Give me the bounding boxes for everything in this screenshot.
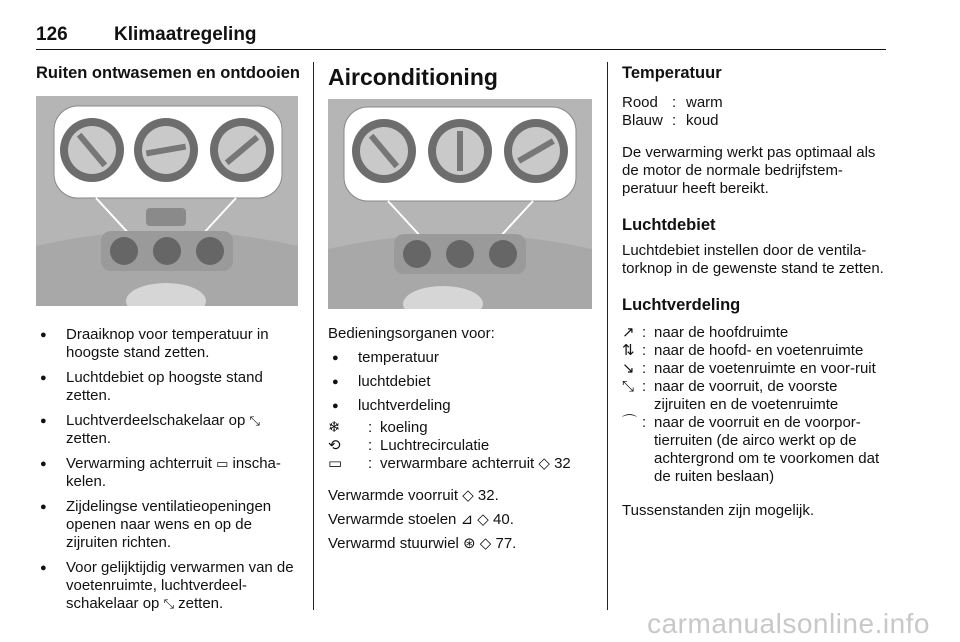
cross-reference: Verwarmde stoelen ⊿ ◇ 40. bbox=[328, 511, 514, 528]
symbol-definition: ❄ : koeling bbox=[328, 419, 428, 436]
section-heading-airco: Airconditioning bbox=[328, 64, 498, 90]
symbol-definition: ⇅ : naar de hoofd- en voetenruimte bbox=[622, 342, 864, 359]
airco-controls bbox=[328, 349, 592, 415]
airco-intro: Bedieningsorganen voor: bbox=[328, 325, 495, 342]
column-airco bbox=[328, 62, 592, 553]
section-heading-temperature: Temperatuur bbox=[622, 64, 722, 82]
airco-panel-illustration bbox=[328, 99, 592, 309]
page-header bbox=[36, 22, 886, 50]
airco-symbol-list bbox=[328, 419, 592, 473]
snowflake-icon: ❄ bbox=[328, 419, 341, 436]
page-number: 126 bbox=[36, 24, 68, 45]
feet-icon: ↘ bbox=[622, 360, 635, 377]
watermark: carmanualsonline.info bbox=[647, 608, 930, 639]
symbol-definition: ↘ : naar de voetenruimte en voor-ruit bbox=[622, 360, 876, 377]
airflow-text: Luchtdebiet instellen door de ventila-torknop in de gewenste stand te zetten. bbox=[622, 242, 884, 277]
list-item: ● Voor gelijktijdig verwarmen van de voetenruimte, luchtverdeel-schakelaar op ⤡ zetten. bbox=[36, 559, 298, 613]
list-item: ● Verwarming achterruit ▭ inscha-kelen. bbox=[36, 455, 298, 491]
head-feet-icon: ⇅ bbox=[622, 342, 635, 359]
windscreen-feet-icon: ⤡ bbox=[622, 378, 635, 395]
list-item: ● Luchtdebiet op hoogste stand zetten. bbox=[36, 369, 298, 405]
column-settings bbox=[622, 62, 890, 520]
list-item: ● Zijdelingse ventilatieopeningen openen naar wens en op de zijruiten richten. bbox=[36, 498, 298, 552]
column-divider bbox=[607, 62, 608, 610]
section-heading-distribution: Luchtverdeling bbox=[622, 296, 741, 314]
recirculation-icon: ⟲ bbox=[328, 437, 341, 454]
cross-reference: Verwarmde voorruit ◇ 32. bbox=[328, 487, 499, 504]
symbol-definition: ↗ : naar de hoofdruimte bbox=[622, 324, 789, 341]
column-defog bbox=[36, 62, 301, 620]
windscreen-icon: ⌒ bbox=[622, 414, 638, 431]
closing-note: Tussenstanden zijn mogelijk. bbox=[622, 502, 815, 519]
list-item: ● Luchtverdeelschakelaar op ⤡ zetten. bbox=[36, 412, 298, 448]
temperature-def: Rood : warm bbox=[622, 94, 723, 111]
defrost-feet-icon: ⤡ bbox=[249, 413, 260, 428]
cross-reference: Verwarmd stuurwiel ⊛ ◇ 77. bbox=[328, 535, 517, 552]
list-item: ● temperatuur bbox=[328, 349, 592, 367]
rear-window-heat-icon: ▭ bbox=[216, 456, 229, 471]
list-item: ● Draaiknop voor temperatuur in hoogste stand zetten. bbox=[36, 326, 298, 362]
temperature-def: Blauw : koud bbox=[622, 112, 719, 129]
defrost-feet-icon: ⤡ bbox=[163, 596, 174, 611]
symbol-definition: ⟲ : Luchtrecirculatie bbox=[328, 437, 490, 454]
climate-panel-illustration bbox=[36, 96, 298, 306]
symbol-definition: ▭ : verwarmbare achterruit ◇ 32 bbox=[328, 455, 571, 472]
list-item: ● luchtverdeling bbox=[328, 397, 592, 415]
symbol-definition: ⌒ : naar de voorruit en de voorpor-tierruiten (de airco werkt op de achtergrond om te voorkomen dat de ruiten beslaan) bbox=[622, 414, 880, 485]
head-icon: ↗ bbox=[622, 324, 635, 341]
column-divider bbox=[313, 62, 314, 610]
rear-window-heat-icon: ▭ bbox=[328, 455, 343, 472]
distribution-list bbox=[622, 324, 890, 486]
temperature-legend bbox=[622, 94, 890, 130]
defog-steps bbox=[36, 326, 298, 613]
page-title: Klimaatregeling bbox=[114, 24, 257, 45]
symbol-definition: ⤡ : naar de voorruit, de voorste zijruiten en de voetenruimte bbox=[622, 378, 839, 413]
temperature-text: De verwarming werkt pas optimaal als de motor de normale bedrijfstem-peratuur heeft bereikt. bbox=[622, 144, 876, 197]
section-heading-airflow: Luchtdebiet bbox=[622, 216, 716, 234]
section-heading-defog: Ruiten ontwasemen en ontdooien bbox=[36, 64, 301, 82]
list-item: ● luchtdebiet bbox=[328, 373, 592, 391]
